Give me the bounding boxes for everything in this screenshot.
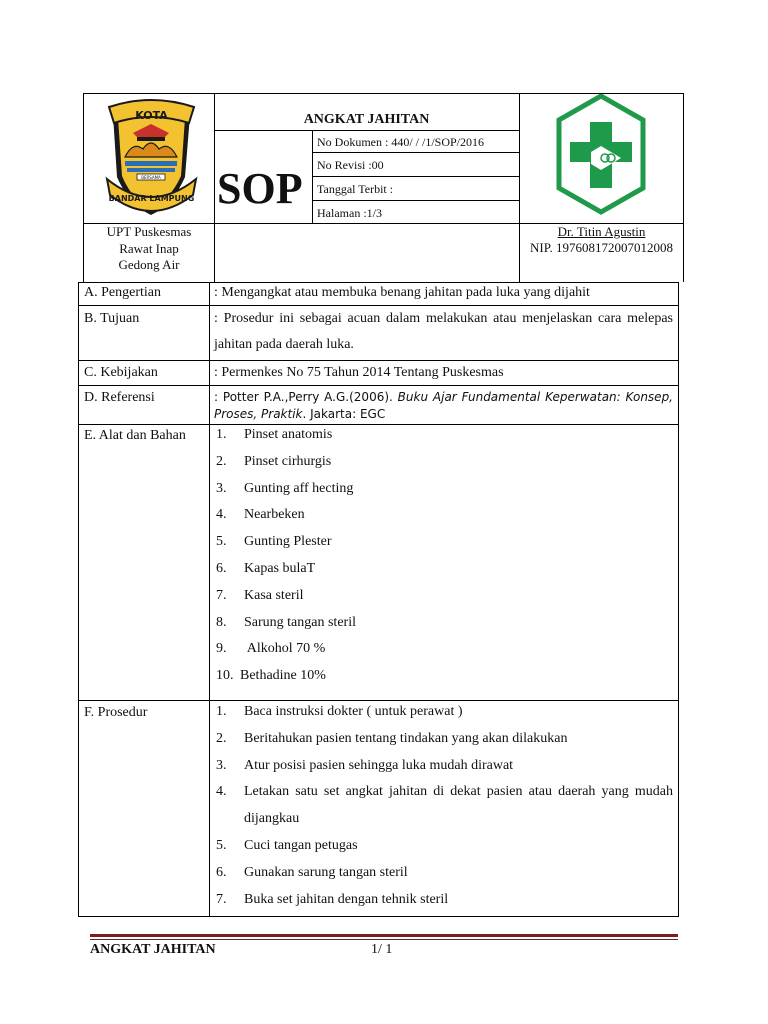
referensi-label: D. Referensi bbox=[84, 390, 155, 405]
referensi-text: : Potter P.A.,Perry A.G.(2006). Buku Ajar Fundamental Keperwatan: Konsep, Proses, Praktik. Jakarta: EGC bbox=[214, 390, 673, 421]
document-title: ANGKAT JAHITAN bbox=[303, 112, 430, 127]
list-item: 4. Letakan satu set angkat jahitan di dekat pasien atau daerah yang mudah dijangkau bbox=[216, 784, 673, 827]
head-signature bbox=[520, 224, 683, 256]
list-item: 3. Atur posisi pasien sehingga luka mudah dirawat bbox=[216, 757, 514, 773]
list-item: 9. Alkohol 70 % bbox=[216, 641, 326, 657]
kebijakan-text: : Permenkes No 75 Tahun 2014 Tentang Puskesmas bbox=[214, 365, 504, 380]
no-dokumen: No Dokumen : 440/ / /1/SOP/2016 bbox=[317, 135, 485, 149]
list-item: 7. Kasa steril bbox=[216, 587, 304, 603]
institution-name: UPT Puskesmas Rawat Inap Gedong Air bbox=[106, 224, 192, 272]
logo-ribbon-text: BERSAMA bbox=[141, 175, 161, 180]
no-revisi: No Revisi :00 bbox=[317, 158, 384, 172]
halaman: Halaman :1/3 bbox=[317, 206, 382, 220]
list-item: 2. Pinset cirhurgis bbox=[216, 453, 332, 469]
list-item: 8. Sarung tangan steril bbox=[216, 614, 356, 630]
pengertian-label: A. Pengertian bbox=[84, 285, 161, 300]
alat-label: E. Alat dan Bahan bbox=[84, 428, 186, 443]
list-item: 5. Gunting Plester bbox=[216, 534, 332, 550]
sop-label: SOP bbox=[217, 164, 303, 213]
footer-page: 1/ 1 bbox=[371, 942, 393, 957]
tujuan-label: B. Tujuan bbox=[84, 311, 140, 326]
footer-title: ANGKAT JAHITAN bbox=[90, 942, 216, 957]
logo-bottom-text: BANDAR LAMPUNG bbox=[108, 194, 195, 203]
head-nip: NIP. 197608172007012008 bbox=[529, 240, 673, 255]
list-item: 1. Pinset anatomis bbox=[216, 427, 333, 442]
tujuan-text: : Prosedur ini sebagai acuan dalam melakukan atau menjelaskan cara melepas jahitan pada daerah luka. bbox=[214, 311, 673, 352]
list-item: 1. Baca instruksi dokter ( untuk perawat ) bbox=[216, 704, 463, 719]
list-item: 2. Beritahukan pasien tentang tindakan yang akan dilakukan bbox=[216, 730, 568, 746]
list-item: 6. Kapas bulaT bbox=[216, 560, 316, 576]
puskesmas-logo bbox=[555, 94, 647, 216]
prosedur-label: F. Prosedur bbox=[84, 705, 148, 720]
kebijakan-label: C. Kebijakan bbox=[84, 365, 158, 380]
list-item: 7. Buka set jahitan dengan tehnik steril bbox=[216, 891, 449, 907]
pengertian-text: : Mengangkat atau membuka benang jahitan pada luka yang dijahit bbox=[214, 285, 590, 300]
referensi-book-title: Buku Ajar Fundamental Keperwatan: Konsep, Proses, Praktik bbox=[214, 390, 673, 421]
list-item: 4. Nearbeken bbox=[216, 507, 305, 523]
logo-top-text: KOTA bbox=[135, 109, 168, 122]
kota-bandar-lampung-logo bbox=[103, 97, 200, 219]
list-item: 3. Gunting aff hecting bbox=[216, 480, 354, 496]
list-item: 10. Bethadine 10% bbox=[216, 668, 326, 684]
prosedur-list bbox=[216, 699, 673, 913]
alat-list bbox=[216, 422, 673, 690]
head-name: Dr. Titin Agustin bbox=[557, 224, 646, 239]
list-item: 6. Gunakan sarung tangan steril bbox=[216, 864, 408, 880]
list-item: 5. Cuci tangan petugas bbox=[216, 837, 358, 853]
tanggal-terbit: Tanggal Terbit : bbox=[317, 182, 394, 196]
